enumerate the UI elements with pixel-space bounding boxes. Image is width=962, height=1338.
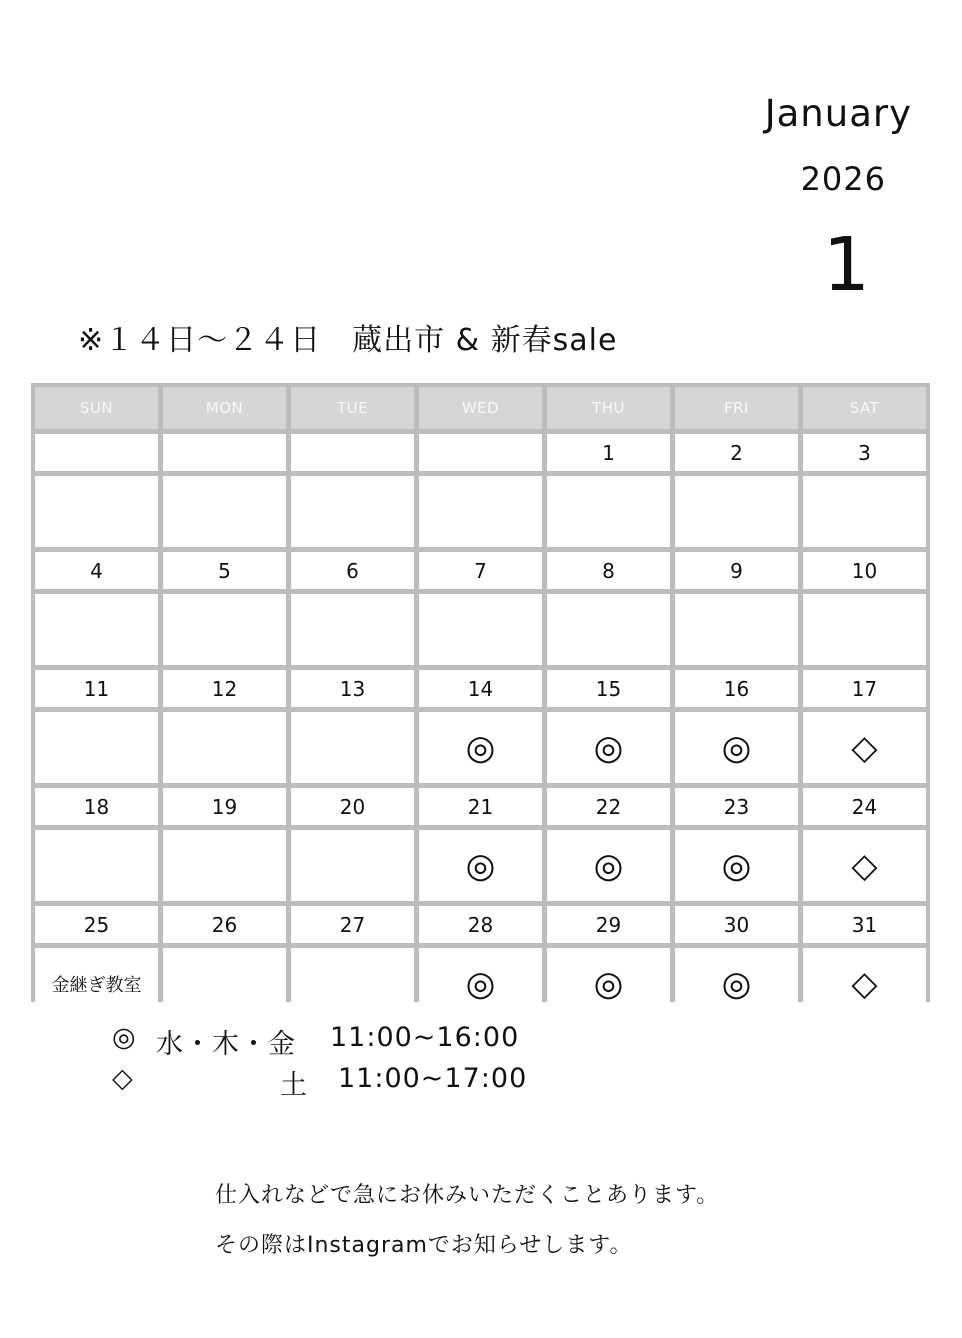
legend-days: 水・木・金: [156, 1029, 296, 1060]
date-cell: 21: [419, 788, 542, 825]
date-cell: 11: [35, 670, 158, 707]
month-name-english: January: [764, 92, 912, 135]
schedule-cell: [291, 830, 414, 901]
day-header-wed: WED: [419, 387, 542, 429]
date-cell: [419, 434, 542, 471]
date-cell: 23: [675, 788, 798, 825]
day-header-thu: THU: [547, 387, 670, 429]
date-cell: 16: [675, 670, 798, 707]
schedule-cell: [291, 948, 414, 1019]
schedule-cell: [163, 948, 286, 1019]
schedule-cell: [291, 594, 414, 665]
schedule-cell: [803, 594, 926, 665]
date-cell: 8: [547, 552, 670, 589]
date-cell: [163, 434, 286, 471]
schedule-cell: [35, 830, 158, 901]
date-cell: 28: [419, 906, 542, 943]
schedule-cell: [419, 594, 542, 665]
double-circle-icon: ◎: [675, 712, 798, 783]
legend-hours: 11:00~16:00: [330, 1022, 520, 1053]
year: 2026: [800, 160, 886, 198]
schedule-cell: [291, 712, 414, 783]
schedule-cell: [803, 476, 926, 547]
date-cell: 12: [163, 670, 286, 707]
schedule-cell: [163, 476, 286, 547]
schedule-cell: [163, 830, 286, 901]
event-notice: ※１４日～２４日 蔵出市 & 新春sale: [78, 323, 618, 358]
double-circle-icon: ◎: [547, 830, 670, 901]
diamond-icon: ◇: [112, 1063, 134, 1094]
legend-days: 土: [280, 1070, 308, 1101]
date-cell: 1: [547, 434, 670, 471]
double-circle-icon: ◎: [112, 1022, 137, 1053]
schedule-cell: [35, 476, 158, 547]
schedule-cell: [35, 594, 158, 665]
day-header-sat: SAT: [803, 387, 926, 429]
date-cell: 26: [163, 906, 286, 943]
day-header-tue: TUE: [291, 387, 414, 429]
double-circle-icon: ◎: [547, 948, 670, 1019]
schedule-cell: [35, 712, 158, 783]
day-header-mon: MON: [163, 387, 286, 429]
date-cell: 25: [35, 906, 158, 943]
date-cell: 13: [291, 670, 414, 707]
legend-hours: 11:00~17:00: [338, 1063, 528, 1094]
date-cell: 6: [291, 552, 414, 589]
schedule-cell: [675, 476, 798, 547]
date-cell: 18: [35, 788, 158, 825]
schedule-cell: [163, 712, 286, 783]
schedule-note: 金継ぎ教室: [35, 948, 158, 1019]
date-cell: [35, 434, 158, 471]
date-cell: 3: [803, 434, 926, 471]
double-circle-icon: ◎: [675, 830, 798, 901]
diamond-icon: ◇: [803, 948, 926, 1019]
double-circle-icon: ◎: [419, 830, 542, 901]
date-cell: 20: [291, 788, 414, 825]
schedule-cell: [547, 476, 670, 547]
date-cell: 27: [291, 906, 414, 943]
date-cell: 17: [803, 670, 926, 707]
footer-line-2: その際はInstagramでお知らせします。: [215, 1233, 633, 1258]
calendar-grid: [35, 387, 926, 1004]
footer-note: [215, 1178, 719, 1278]
schedule-cell: [291, 476, 414, 547]
date-cell: 19: [163, 788, 286, 825]
month-number: 1: [822, 222, 870, 308]
double-circle-icon: ◎: [547, 712, 670, 783]
date-cell: 22: [547, 788, 670, 825]
diamond-icon: ◇: [803, 830, 926, 901]
date-cell: 2: [675, 434, 798, 471]
date-cell: 24: [803, 788, 926, 825]
calendar: [31, 383, 930, 1002]
date-cell: [291, 434, 414, 471]
day-header-sun: SUN: [35, 387, 158, 429]
date-cell: 5: [163, 552, 286, 589]
date-cell: 14: [419, 670, 542, 707]
footer-line-1: 仕入れなどで急にお休みいただくことあります。: [215, 1183, 720, 1208]
day-header-fri: FRI: [675, 387, 798, 429]
date-cell: 4: [35, 552, 158, 589]
date-cell: 29: [547, 906, 670, 943]
double-circle-icon: ◎: [675, 948, 798, 1019]
date-cell: 9: [675, 552, 798, 589]
date-cell: 10: [803, 552, 926, 589]
schedule-cell: [163, 594, 286, 665]
double-circle-icon: ◎: [419, 712, 542, 783]
date-cell: 31: [803, 906, 926, 943]
double-circle-icon: ◎: [419, 948, 542, 1019]
date-cell: 7: [419, 552, 542, 589]
date-cell: 30: [675, 906, 798, 943]
schedule-cell: [419, 476, 542, 547]
schedule-cell: [547, 594, 670, 665]
date-cell: 15: [547, 670, 670, 707]
diamond-icon: ◇: [803, 712, 926, 783]
schedule-cell: [675, 594, 798, 665]
